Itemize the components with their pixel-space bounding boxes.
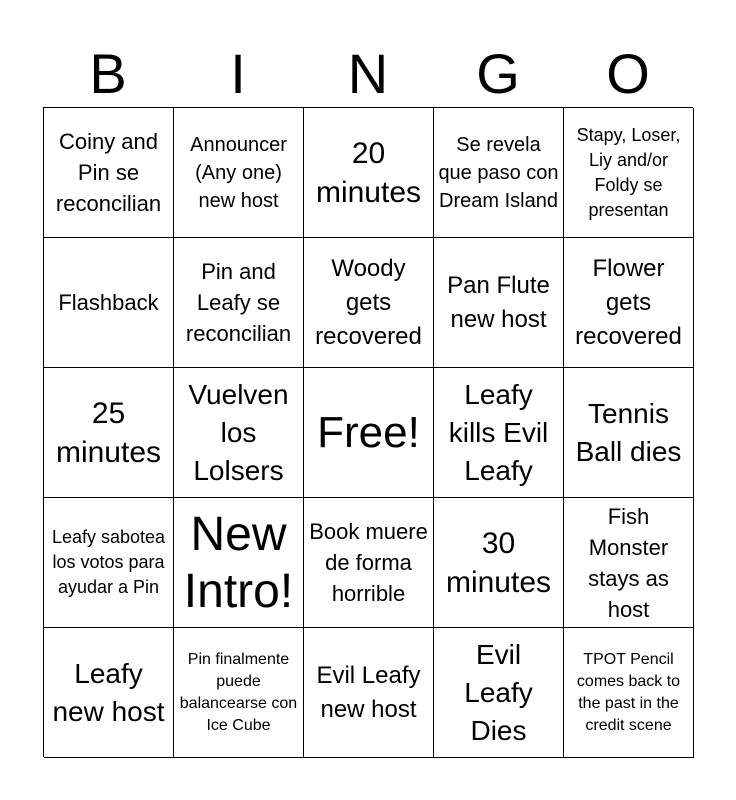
cell-text: Coiny and Pin se reconcilian (55, 129, 162, 216)
bingo-title (43, 40, 693, 108)
bingo-cell-r5-c3[interactable] (304, 628, 434, 758)
cell-text: Leafy new host (52, 657, 165, 727)
bingo-cell-r3-c4[interactable] (434, 368, 564, 498)
cell-text: Tennis Ball dies (575, 397, 682, 467)
cell-text: 25 minutes (55, 396, 162, 469)
bingo-cell-r5-c4[interactable] (434, 628, 564, 758)
bingo-cell-r2-c3[interactable] (304, 238, 434, 368)
cell-text: Stapy, Loser, Liy and/or Foldy se presentan (576, 124, 681, 220)
title-letter-b: B (89, 42, 127, 105)
cell-text: Book muere de forma horrible (309, 519, 428, 606)
bingo-cell-r4-c5[interactable] (564, 498, 694, 628)
bingo-cell-r1-c1[interactable] (44, 108, 174, 238)
cell-text: Flower gets recovered (575, 254, 682, 350)
cell-text: Vuelven los Lolsers (188, 378, 289, 486)
bingo-cell-r1-c5[interactable] (564, 108, 694, 238)
cell-text: Woody gets recovered (315, 254, 422, 350)
cell-text: Flashback (58, 290, 159, 315)
bingo-cell-r2-c5[interactable] (564, 238, 694, 368)
bingo-cell-r4-c1[interactable] (44, 498, 174, 628)
cell-text: Se revela que paso con Dream Island (438, 133, 559, 212)
bingo-cell-r5-c5[interactable] (564, 628, 694, 758)
bingo-cell-r3-c2[interactable] (174, 368, 304, 498)
bingo-cell-r1-c3[interactable] (304, 108, 434, 238)
cell-text: Leafy kills Evil Leafy (448, 378, 549, 486)
cell-text: Pin and Leafy se reconcilian (185, 259, 292, 346)
cell-text: New Intro! (183, 507, 294, 618)
cell-text: Evil Leafy Dies (464, 638, 533, 746)
title-letter-g: G (476, 42, 520, 105)
bingo-cell-r2-c1[interactable] (44, 238, 174, 368)
bingo-cell-r4-c2[interactable] (174, 498, 304, 628)
title-letter-n: N (347, 42, 389, 105)
bingo-cell-r5-c2[interactable] (174, 628, 304, 758)
bingo-cell-r2-c2[interactable] (174, 238, 304, 368)
bingo-cell-r1-c2[interactable] (174, 108, 304, 238)
cell-text: Fish Monster stays as host (588, 503, 669, 622)
bingo-cell-r3-c1[interactable] (44, 368, 174, 498)
bingo-cell-r1-c4[interactable] (434, 108, 564, 238)
bingo-cell-r5-c1[interactable] (44, 628, 174, 758)
bingo-cell-r2-c4[interactable] (434, 238, 564, 368)
cell-text: TPOT Pencil comes back to the past in the credit scene (576, 650, 681, 734)
cell-text: 30 minutes (445, 526, 552, 599)
cell-text: Pin finalmente puede balancearse con Ice Cube (179, 650, 298, 734)
bingo-card (43, 107, 693, 757)
cell-text: 20 minutes (315, 136, 422, 209)
cell-text: Announcer (Any one) new host (190, 133, 287, 212)
bingo-cell-r4-c3[interactable] (304, 498, 434, 628)
title-letter-i: I (230, 42, 246, 105)
cell-text: Pan Flute new host (447, 271, 550, 333)
title-letter-o: O (606, 42, 650, 105)
bingo-cell-r3-c3[interactable] (304, 368, 434, 498)
cell-text: Free! (317, 407, 420, 457)
bingo-cell-r4-c4[interactable] (434, 498, 564, 628)
bingo-cell-r3-c5[interactable] (564, 368, 694, 498)
cell-text: Evil Leafy new host (316, 661, 421, 723)
cell-text: Leafy sabotea los votos para ayudar a Pin (51, 527, 166, 597)
